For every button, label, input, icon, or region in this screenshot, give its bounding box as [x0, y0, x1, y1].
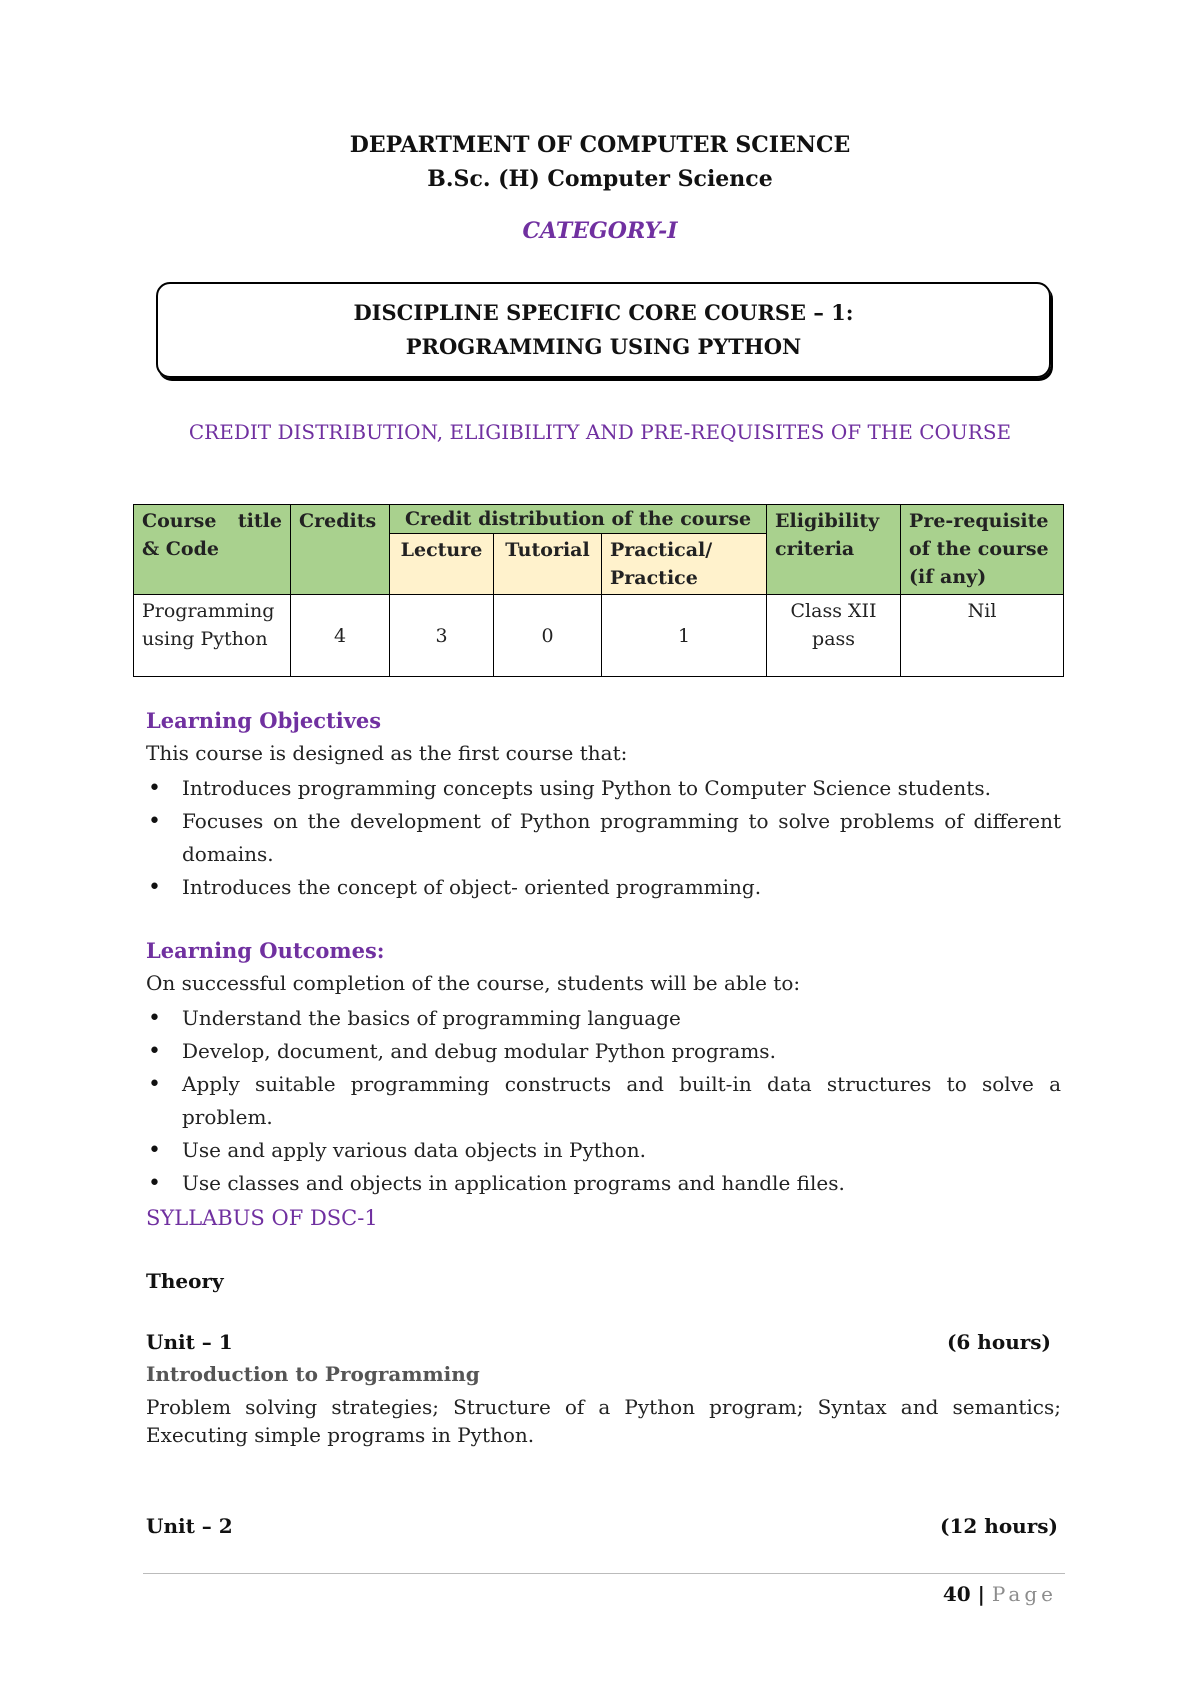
course-box-line2: PROGRAMMING USING PYTHON [405, 334, 802, 359]
table-header-row [134, 505, 1064, 534]
table-row [134, 595, 1064, 677]
unit2-heading [146, 1514, 1058, 1538]
page-number [943, 1582, 1057, 1606]
header-lecture: Lecture [390, 534, 494, 595]
programme-heading: B.Sc. (H) Computer Science [427, 166, 773, 192]
cell-lecture: 3 [390, 595, 494, 677]
unit1-text: Problem solving strategies; Structure of a Python program; Syntax and semantics; Executing simple programs in Python. [146, 1395, 1061, 1447]
list-item: • Understand the basics of programming language [146, 1002, 1061, 1035]
list-item: • Use and apply various data objects in Python. [146, 1134, 1061, 1167]
objectives-intro: This course is designed as the first course that: [146, 741, 628, 765]
footer-divider [143, 1573, 1065, 1574]
header-prerequisite: Pre-requisite of the course (if any) [901, 505, 1064, 595]
outcomes-intro: On successful completion of the course, students will be able to: [146, 971, 801, 995]
unit2-hours: (12 hours) [940, 1514, 1058, 1538]
header-tutorial: Tutorial [494, 534, 602, 595]
cell-prerequisite: Nil [901, 595, 1064, 677]
category-heading: CATEGORY-I [522, 218, 678, 244]
list-item: • Use classes and objects in application programs and handle files. [146, 1167, 1061, 1200]
course-title-box [156, 282, 1051, 378]
department-heading: DEPARTMENT OF COMPUTER SCIENCE [349, 132, 851, 158]
list-item: • Introduces the concept of object- oriented programming. [146, 871, 1061, 904]
page-number-value: 40 [942, 1582, 971, 1606]
page-word: Page [991, 1582, 1057, 1606]
outcomes-title: Learning Outcomes: [146, 938, 385, 963]
unit2-label: Unit – 2 [146, 1514, 233, 1538]
unit1-topic: Introduction to Programming [146, 1362, 480, 1386]
list-item: • Develop, document, and debug modular Python programs. [146, 1035, 1061, 1068]
header-credits: Credits [291, 505, 390, 595]
objectives-title: Learning Objectives [146, 708, 382, 733]
cell-credits: 4 [291, 595, 390, 677]
cell-course: Programming using Python [134, 595, 291, 677]
credit-distribution-table [133, 504, 1064, 677]
header-credit-distribution: Credit distribution of the course [390, 505, 767, 534]
header-eligibility: Eligibility criteria [767, 505, 901, 595]
theory-heading: Theory [146, 1269, 224, 1293]
credit-section-title: CREDIT DISTRIBUTION, ELIGIBILITY AND PRE-REQUISITES OF THE COURSE [188, 420, 1012, 444]
page-number-separator: | [977, 1582, 985, 1606]
list-item: • Introduces programming concepts using Python to Computer Science students. [146, 772, 1061, 805]
cell-eligibility: Class XII pass [767, 595, 901, 677]
unit1-hours: (6 hours) [946, 1330, 1051, 1354]
list-item: • Apply suitable programming constructs and built-in data structures to solve a problem. [146, 1068, 1061, 1134]
course-box-line1: DISCIPLINE SPECIFIC CORE COURSE – 1: [353, 300, 854, 325]
header-practical: Practical/ Practice [602, 534, 767, 595]
syllabus-title: SYLLABUS OF DSC-1 [146, 1206, 378, 1230]
list-item: • Focuses on the development of Python programming to solve problems of different domains. [146, 805, 1061, 871]
objectives-list [146, 772, 1061, 904]
cell-tutorial: 0 [494, 595, 602, 677]
header-course-title: Course title & Code [134, 505, 291, 595]
unit1-heading [146, 1330, 1051, 1354]
cell-practical: 1 [602, 595, 767, 677]
unit1-label: Unit – 1 [146, 1330, 233, 1354]
outcomes-list [146, 1002, 1061, 1200]
